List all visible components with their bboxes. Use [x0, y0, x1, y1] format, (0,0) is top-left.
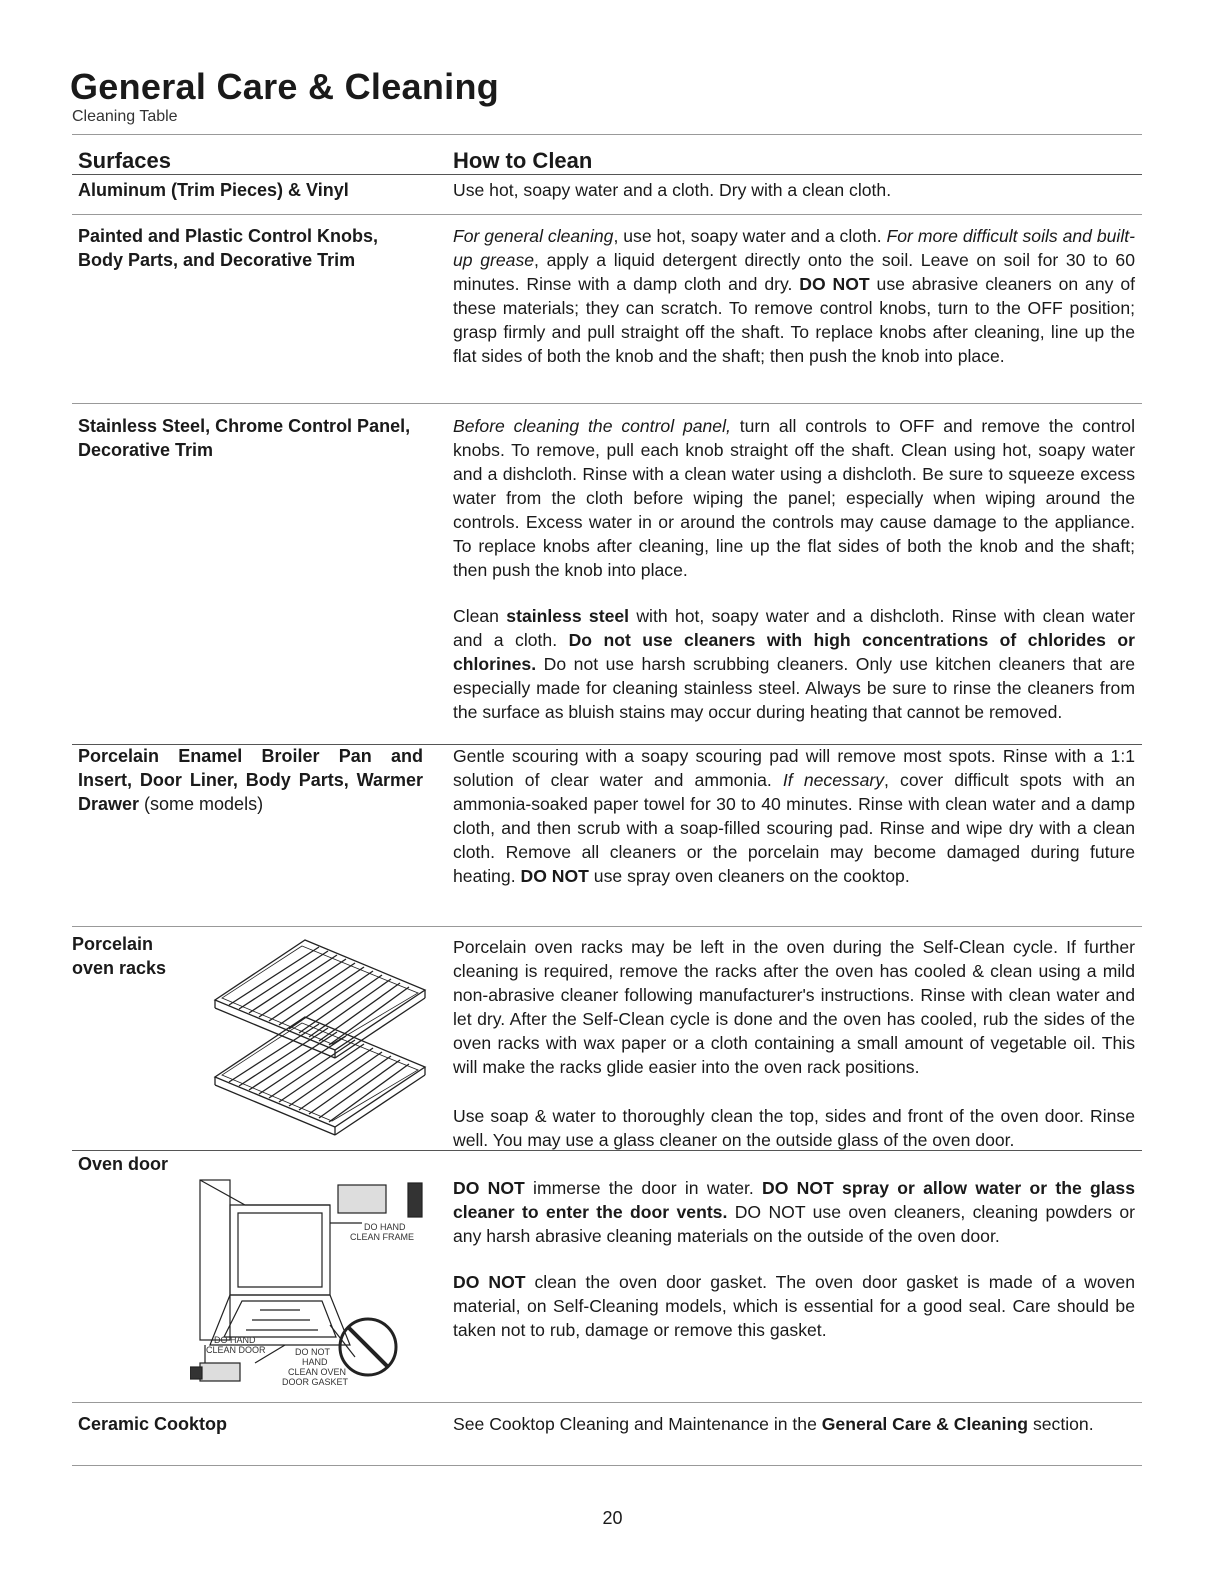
- clean-porcelain-enamel: [453, 744, 1135, 888]
- body-text: Clean: [453, 606, 507, 626]
- surface-racks-line1: Porcelain: [72, 934, 154, 954]
- surface-painted-line1: Painted and Plastic Control Knobs,: [78, 226, 379, 246]
- body-text: Do not use harsh scrubbing cleaners. Only use kitchen cleaners that are especially made for cleaning stainless steel. Always be sure to rinse the cleaners from the surface as bluish stains may occur during heating that cannot be removed.: [453, 654, 1135, 722]
- surface-stainless: [78, 414, 428, 462]
- emphasis-text: For more difficult soils and built-up grease: [453, 226, 1135, 270]
- section-reference: General Care & Cleaning: [821, 1414, 1029, 1434]
- body-text: use spray oven cleaners on the cooktop.: [588, 866, 910, 886]
- figure-label: DO NOT: [295, 1347, 330, 1357]
- clean-stainless-p1: [453, 414, 1135, 582]
- clean-aluminum: Use hot, soapy water and a cloth. Dry with a clean cloth.: [453, 180, 892, 200]
- body-text: DO NOT use oven cleaners, cleaning powders or any harsh abrasive cleaning materials on the outside of the oven door.: [453, 1202, 1135, 1246]
- surface-porcelain-enamel-note: (some models): [139, 794, 264, 814]
- warning-text: DO NOT: [453, 1178, 525, 1198]
- clean-racks: Porcelain oven racks may be left in the oven during the Self-Clean cycle. If further cleaning is required, remove the racks after the oven has cooled & clean using a mild non-abrasive cleaner following manufacturer's instructions. Rinse with clean water and let dry. After the Self-Clean cycle is done and the oven has cooled, rub the sides of the oven racks with wax paper or a cloth containing a small amount of vegetable oil. This will make the racks glide easier into the oven rack positions.: [453, 937, 1135, 1077]
- title-divider: [72, 134, 1142, 135]
- clean-door-p3: [453, 1270, 1135, 1342]
- page-title: General Care & Cleaning: [70, 66, 500, 107]
- surface-painted-line2: Body Parts, and Decorative Trim: [78, 250, 356, 270]
- page-number: 20: [602, 1508, 623, 1528]
- clean-stainless-p2: [453, 604, 1135, 724]
- body-text: , use hot, soapy water and a cloth.: [613, 226, 887, 246]
- row-divider: [72, 403, 1142, 404]
- body-text: See Cooktop Cleaning and Maintenance in the: [453, 1414, 822, 1434]
- figure-label: CLEAN DOOR: [206, 1345, 266, 1355]
- header-divider: [72, 174, 1142, 175]
- surface-porcelain-enamel: [78, 744, 423, 816]
- body-text: with hot, soapy water and a dishcloth. Rinse with clean water and a cloth.: [453, 606, 1135, 650]
- surface-oven-door: Oven door: [78, 1154, 169, 1174]
- body-text: , cover difficult spots with an ammonia-soaked paper towel for 30 to 40 minutes. Rinse with clean water and a damp cloth, and then scrub with a soap-filled scouring pad. Rinse and wipe dry with a clean cloth. Remove all cleaners or the porcelain may become damaged during future heating.: [453, 770, 1135, 886]
- oven-door-illustration: [190, 1175, 440, 1390]
- warning-text: Do not use cleaners with high concentrations of chlorides or chlorines.: [453, 630, 1136, 674]
- surface-racks-line2: oven racks: [72, 958, 167, 978]
- row-divider: [72, 926, 1142, 927]
- figure-label: CLEAN FRAME: [350, 1232, 415, 1242]
- row-divider: [72, 1402, 1142, 1403]
- column-header-surfaces: Surfaces: [78, 148, 171, 173]
- warning-text: DO NOT: [520, 866, 589, 886]
- page-subtitle: Cleaning Table: [72, 108, 178, 125]
- body-text: immerse the door in water.: [524, 1178, 763, 1198]
- clean-painted: [453, 224, 1135, 368]
- row-divider: [72, 1150, 1142, 1151]
- warning-text: DO NOT: [799, 274, 870, 294]
- figure-label: DO HAND: [364, 1222, 406, 1232]
- clean-ceramic: [453, 1412, 1135, 1436]
- figure-label: HAND: [302, 1357, 328, 1367]
- figure-label: CLEAN OVEN: [288, 1367, 347, 1377]
- emphasis-text: If necessary: [782, 770, 885, 790]
- column-header-how-to-clean: How to Clean: [453, 148, 593, 173]
- body-text: , apply a liquid detergent directly onto the soil. Leave on soil for 30 to 60 minutes. Rinse with a damp cloth and dry.: [453, 250, 1135, 294]
- body-text: clean the oven door gasket. The oven door gasket is made of a woven material, on Self-Cleaning models, which is essential for a good seal. Care should be taken not to rub, damage or remove this gasket.: [453, 1272, 1135, 1340]
- table-bottom-divider: [72, 1465, 1142, 1466]
- figure-label: DO HAND: [214, 1335, 256, 1345]
- surface-ceramic: Ceramic Cooktop: [78, 1414, 228, 1434]
- emphasis-text: Before cleaning the control panel,: [453, 416, 731, 436]
- warning-text: DO NOT: [453, 1272, 526, 1292]
- surface-painted: [78, 224, 428, 272]
- clean-door-p2: [453, 1176, 1135, 1248]
- emphasis-bold: stainless steel: [506, 606, 630, 626]
- surface-stainless-line2: Decorative Trim: [78, 440, 214, 460]
- body-text: Gentle scouring with a soapy scouring pad will remove most spots. Rinse with a 1:1 solution of clear water and ammonia.: [453, 746, 1135, 790]
- surface-stainless-line1: Stainless Steel, Chrome Control Panel,: [78, 416, 411, 436]
- clean-door-p1: Use soap & water to thoroughly clean the top, sides and front of the oven door. Rinse well. You may use a glass cleaner on the outside glass of the oven door.: [453, 1106, 1135, 1150]
- warning-text: DO NOT spray or allow water or the glass cleaner to enter the door vents.: [453, 1178, 1135, 1222]
- oven-racks-illustration: [185, 935, 445, 1150]
- surface-porcelain-enamel-label: Porcelain Enamel Broiler Pan and Insert, Door Liner, Body Parts, Warmer Drawer: [78, 746, 423, 814]
- body-text: section.: [1028, 1414, 1094, 1434]
- body-text: turn all controls to OFF and remove the control knobs. To remove, pull each knob straight off the shaft. Clean using hot, soapy water and a dishcloth. Rinse with a clean water using a dishcloth. Be sure to squeeze excess water from the cloth before wiping the panel; especially when wiping around the controls. Excess water in or around the controls may cause damage to the appliance. To replace knobs after cleaning, line up the flat sides of both the knob and the shaft; then push the knob into place.: [453, 416, 1135, 580]
- figure-label: DOOR GASKET: [282, 1377, 349, 1387]
- body-text: use abrasive cleaners on any of these materials; they can scratch. To remove control knobs, turn to the OFF position; grasp firmly and pull straight off the shaft. To replace knobs after cleaning, line up the flat sides of both the knob and the shaft; then push the knob into place.: [453, 274, 1135, 366]
- row-divider: [72, 214, 1142, 215]
- surface-aluminum: Aluminum (Trim Pieces) & Vinyl: [78, 180, 349, 200]
- emphasis-text: For general cleaning: [453, 226, 614, 246]
